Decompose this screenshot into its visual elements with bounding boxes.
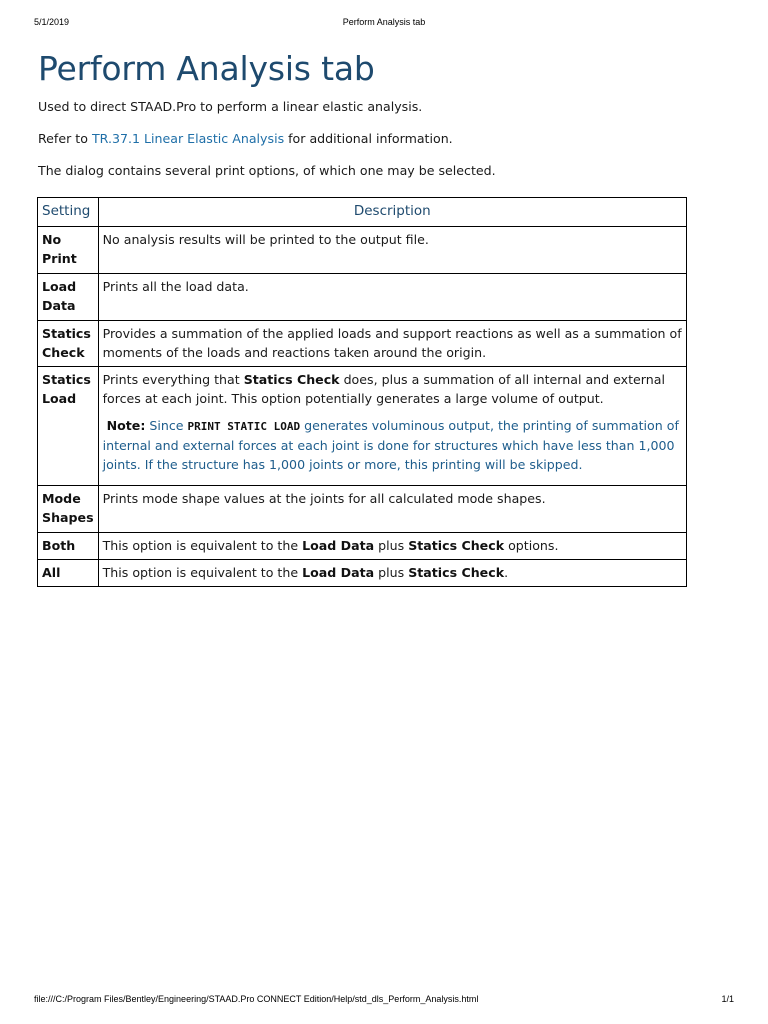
statics-load-description	[103, 370, 682, 408]
refer-paragraph	[38, 131, 688, 147]
table-row	[38, 321, 687, 367]
description-cell: Prints all the load data.	[98, 274, 686, 321]
setting-cell: Both	[38, 533, 99, 560]
page-title: Perform Analysis tab	[38, 49, 375, 88]
description-cell: Provides a summation of the applied loads and support reactions as well as a summation of moments of the loads and reactions taken around the origin.	[98, 321, 686, 367]
description-cell	[98, 533, 686, 560]
note-text: Since	[145, 418, 188, 433]
print-date: 5/1/2019	[34, 17, 70, 27]
desc-text: plus	[374, 538, 409, 553]
print-static-load-code: PRINT STATIC LOAD	[187, 420, 301, 433]
description-column-header: Description	[98, 198, 686, 227]
statics-check-term: Statics Check	[408, 565, 505, 580]
print-options-table	[37, 197, 687, 587]
table-header-row	[38, 198, 687, 227]
desc-text: This option is equivalent to the	[102, 538, 303, 553]
note-text: generates voluminous output, the printing of summation of internal and external forces at each joint is done for structures which have less than 1,000 joints. If the structure has 1,000 joints or more, this printing will be skipped.	[102, 418, 679, 472]
note-label: Note:	[106, 418, 146, 433]
statics-check-term: Statics Check	[243, 372, 340, 387]
statics-check-term: Statics Check	[408, 538, 505, 553]
desc-text: does, plus a summation of all internal and external forces at each joint. This option potentially generates a large volume of output.	[102, 372, 665, 406]
table-row	[38, 560, 687, 587]
desc-text: .	[504, 565, 509, 580]
description-cell: Prints mode shape values at the joints for all calculated mode shapes.	[98, 486, 686, 533]
description-cell	[98, 367, 686, 486]
setting-cell: All	[38, 560, 99, 587]
load-data-term: Load Data	[302, 565, 375, 580]
linear-elastic-analysis-link[interactable]: TR.37.1 Linear Elastic Analysis	[91, 131, 285, 146]
note-callout	[103, 416, 682, 474]
refer-prefix: Refer to	[38, 131, 92, 146]
desc-text: Prints everything that	[102, 372, 244, 387]
print-header	[34, 17, 734, 31]
load-data-term: Load Data	[302, 538, 375, 553]
desc-text: This option is equivalent to the	[102, 565, 303, 580]
table-row	[38, 274, 687, 321]
page-count: 1/1	[721, 994, 734, 1004]
desc-text: options.	[504, 538, 559, 553]
setting-cell: Load Data	[38, 274, 99, 321]
table-row	[38, 227, 687, 274]
print-title: Perform Analysis tab	[342, 17, 426, 27]
setting-cell: No Print	[38, 227, 99, 274]
intro-paragraph: Used to direct STAAD.Pro to perform a linear elastic analysis.	[38, 99, 423, 114]
setting-column-header: Setting	[38, 198, 99, 227]
print-footer	[34, 994, 734, 1008]
refer-suffix: for additional information.	[284, 131, 453, 146]
setting-cell: Statics Load	[38, 367, 99, 486]
setting-cell: Statics Check	[38, 321, 99, 367]
table-row	[38, 486, 687, 533]
description-cell	[98, 560, 686, 587]
dialog-paragraph: The dialog contains several print options, of which one may be selected.	[38, 163, 496, 178]
file-path: file:///C:/Program Files/Bentley/Engineering/STAAD.Pro CONNECT Edition/Help/std_dls_Perform_Analysis.html	[34, 994, 479, 1004]
table-row	[38, 533, 687, 560]
description-cell: No analysis results will be printed to the output file.	[98, 227, 686, 274]
setting-cell: Mode Shapes	[38, 486, 99, 533]
desc-text: plus	[374, 565, 409, 580]
main-content	[38, 48, 688, 179]
table-row	[38, 367, 687, 486]
